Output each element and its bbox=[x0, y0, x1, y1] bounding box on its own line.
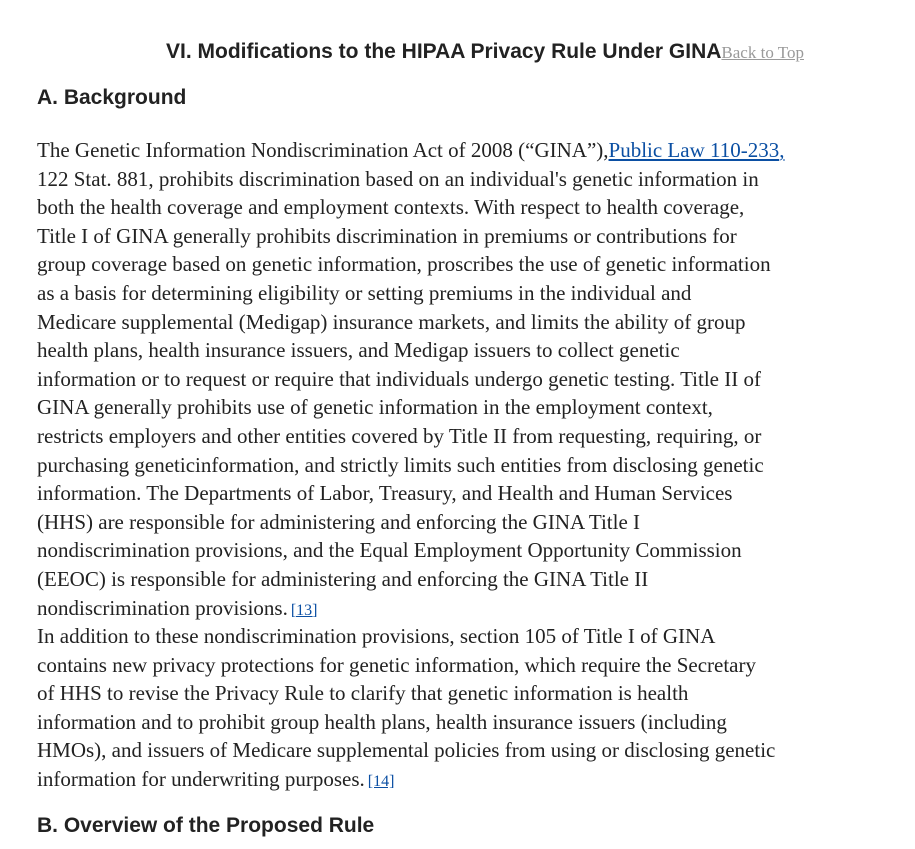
back-to-top-link[interactable]: Back to Top bbox=[721, 43, 804, 62]
heading-overview: B. Overview of the Proposed Rule bbox=[37, 814, 375, 837]
paragraph-line: group coverage based on genetic information, proscribes the use of genetic information bbox=[37, 252, 771, 277]
heading-background: A. Background bbox=[37, 86, 187, 109]
line-text: nondiscrimination provisions. bbox=[37, 595, 288, 620]
paragraph-background-1 bbox=[37, 136, 877, 625]
paragraph-line: (HHS) are responsible for administering and enforcing the GINA Title I bbox=[37, 509, 641, 534]
paragraph-line: restricts employers and other entities covered by Title II from requesting, requiring, or bbox=[37, 423, 762, 448]
section-title-row bbox=[166, 40, 804, 64]
paragraph-line: In addition to these nondiscrimination provisions, section 105 of Title I of GINA bbox=[37, 624, 716, 648]
paragraph-line: information. The Departments of Labor, Treasury, and Health and Human Services bbox=[37, 481, 733, 506]
paragraph-line bbox=[37, 594, 877, 626]
paragraph-line: Title I of GINA generally prohibits discrimination in premiums or contributions for bbox=[37, 223, 737, 248]
paragraph-line: Medicare supplemental (Medigap) insurance markets, and limits the ability of group bbox=[37, 309, 746, 334]
paragraph-line: of HHS to revise the Privacy Rule to clarify that genetic information is health bbox=[37, 681, 689, 706]
paragraph-line: purchasing geneticinformation, and strictly limits such entities from disclosing genetic bbox=[37, 452, 764, 477]
paragraph-line: contains new privacy protections for genetic information, which require the Secretary bbox=[37, 652, 756, 677]
paragraph-line bbox=[37, 765, 877, 797]
paragraph-line: as a basis for determining eligibility or setting premiums in the individual and bbox=[37, 280, 692, 305]
link-comma: , bbox=[779, 138, 785, 162]
paragraph-line: information and to prohibit group health plans, health insurance issuers (including bbox=[37, 709, 727, 734]
paragraph-line: nondiscrimination provisions, and the Equal Employment Opportunity Commission bbox=[37, 538, 742, 563]
paragraph-line bbox=[37, 136, 877, 165]
paragraph-line: GINA generally prohibits use of genetic information in the employment context, bbox=[37, 395, 713, 420]
paragraph-line: health plans, health insurance issuers, and Medigap issuers to collect genetic bbox=[37, 338, 680, 363]
paragraph-line: both the health coverage and employment contexts. With respect to health coverage, bbox=[37, 195, 745, 220]
paragraph-line: information or to request or require that individuals undergo genetic testing. Title II of bbox=[37, 366, 761, 391]
line-text: information for underwriting purposes. bbox=[37, 766, 365, 791]
line-text: The Genetic Information Nondiscrimination Act of 2008 (“GINA”), bbox=[37, 138, 609, 162]
footnote-13-link[interactable]: [13] bbox=[290, 601, 318, 619]
paragraph-line: HMOs), and issuers of Medicare supplemental policies from using or disclosing genetic bbox=[37, 738, 776, 763]
footnote-14-link[interactable]: [14] bbox=[367, 772, 395, 790]
public-law-link[interactable]: Public Law 110-233 bbox=[608, 138, 780, 162]
paragraph-line: (EEOC) is responsible for administering and enforcing the GINA Title II bbox=[37, 566, 649, 591]
paragraph-background-2 bbox=[37, 622, 877, 797]
paragraph-line: 122 Stat. 881, prohibits discrimination based on an individual's genetic information in bbox=[37, 166, 759, 191]
section-title: VI. Modifications to the HIPAA Privacy Rule Under GINA bbox=[166, 40, 722, 63]
